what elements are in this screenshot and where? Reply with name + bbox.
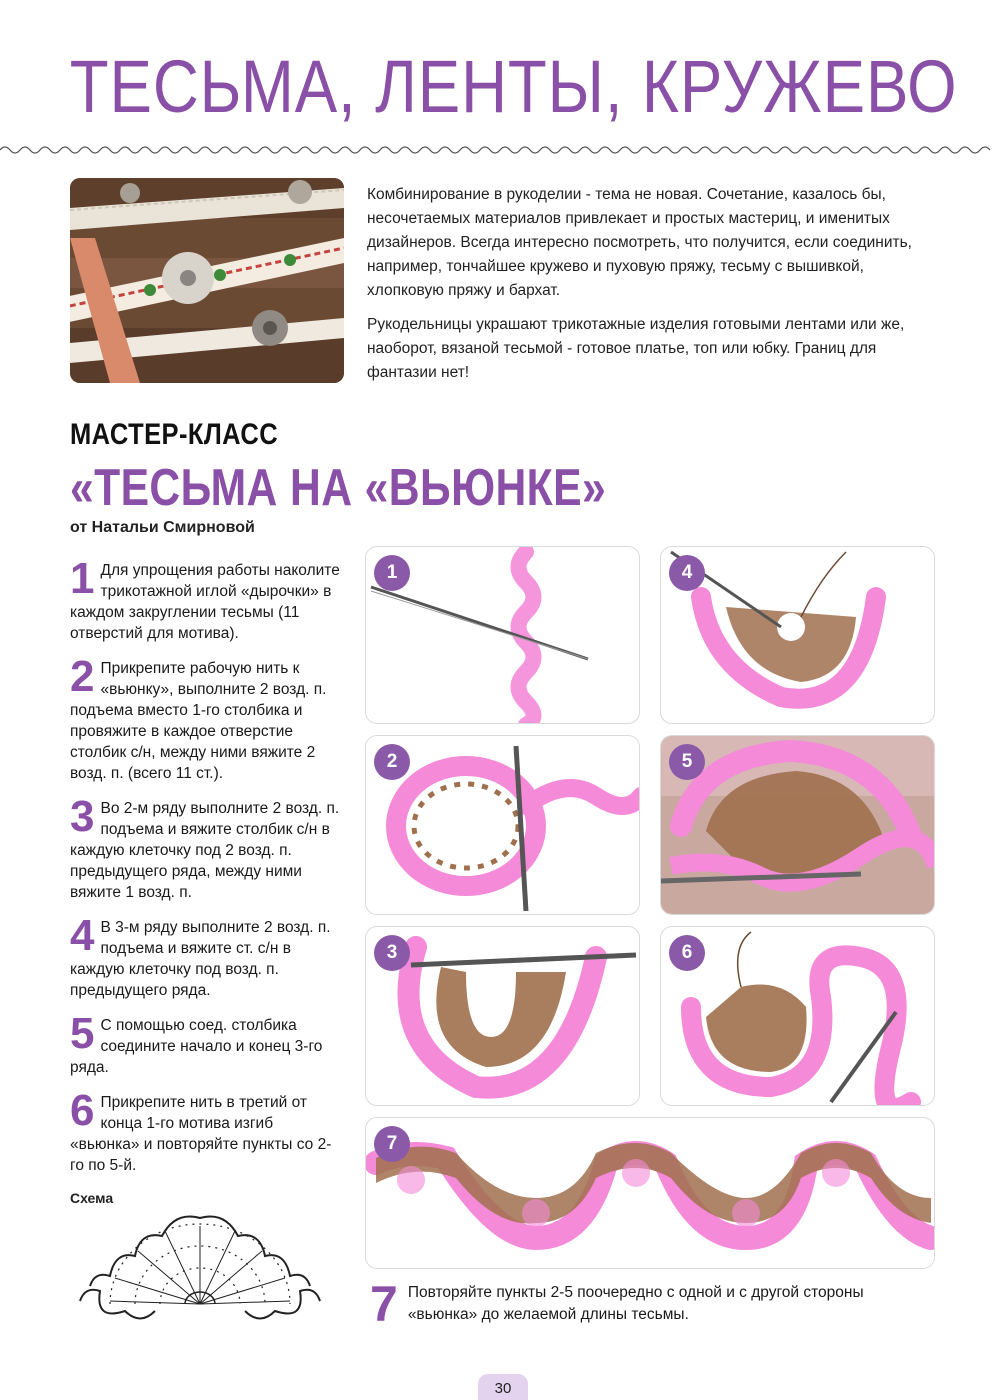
step-badge: 6: [669, 935, 705, 971]
step-item: [70, 1086, 345, 1176]
step-photo-4: [660, 546, 935, 724]
step-badge: 7: [374, 1126, 410, 1162]
intro-photo-lace-ribbons: [70, 178, 344, 383]
step-number: 2: [70, 652, 95, 701]
schema-label: Схема: [70, 1190, 114, 1206]
step-badge: 3: [374, 935, 410, 971]
wavy-divider: [0, 140, 997, 160]
step-item: [70, 1009, 345, 1078]
intro-paragraph: Рукодельницы украшают трикотажные изделия готовыми лентами или же, наоборот, вязаной тесьмой - готовое платье, топ или юбку. Границ для фантазии нет!: [367, 316, 905, 381]
step-number: 5: [70, 1009, 95, 1058]
page-title: ТЕСЬМА, ЛЕНТЫ, КРУЖЕВО: [69, 45, 958, 128]
step-photo-7: [365, 1117, 935, 1269]
step-number: 6: [70, 1086, 95, 1135]
intro-paragraph: Комбинирование в рукоделии - тема не новая. Сочетание, казалось бы, несочетаемых материалов привлекает и простых мастериц, и именитых дизайнеров. Всегда интересно посмотреть, что получится, если соединить, например, тончайшее кружево и пуховую пряжу, тесьму с вышивкой, хлопковую пряжу и бархат.: [367, 186, 912, 299]
step-number: 4: [70, 911, 95, 960]
step-text: С помощью соед. столбика соедините начало и конец 3-го ряда.: [70, 1017, 323, 1076]
step-photo-3: [365, 926, 640, 1106]
masterclass-title: «ТЕСЬМА НА «ВЬЮНКЕ»: [70, 459, 607, 517]
step-badge: 5: [669, 744, 705, 780]
step-item: [70, 554, 345, 644]
step-photo-5: [660, 735, 935, 915]
step-text: Повторяйте пункты 2-5 поочередно с одной и с другой стороны «вьюнка» до желаемой длины тесьмы.: [407, 1284, 864, 1323]
intro-text: [367, 183, 937, 395]
step-photo-6: [660, 926, 935, 1106]
step-text: Прикрепите рабочую нить к «вьюнку», выполните 2 возд. п. подъема вместо 1-го столбика и провяжите в каждое отверстие столбик с/н, между ними вяжите 2 возд. п. (всего 11 ст.).: [70, 660, 327, 782]
step-photo-2: [365, 735, 640, 915]
step-text: В 3-м ряду выполните 2 возд. п. подъема и вяжите ст. с/н в каждую клеточку под возд. п. предыдущего ряда.: [70, 919, 331, 999]
masterclass-label: МАСТЕР-КЛАСС: [70, 418, 279, 451]
page-number: 30: [478, 1374, 528, 1400]
step-badge: 4: [669, 555, 705, 591]
masterclass-author: от Натальи Смирновой: [70, 519, 255, 536]
step-number: 7: [370, 1276, 398, 1332]
step-number: 3: [70, 792, 95, 841]
step-item: [70, 792, 345, 903]
step-photo-1: [365, 546, 640, 724]
step-badge: 2: [374, 744, 410, 780]
steps-list: [70, 554, 345, 1190]
step-text: Прикрепите нить в третий от конца 1-го мотива изгиб «вьюнка» и повторяйте пункты со 2-го по 5-й.: [70, 1094, 332, 1174]
step-badge: 1: [374, 555, 410, 591]
step-item-7: [370, 1276, 930, 1332]
step-number: 1: [70, 554, 95, 603]
step-text: Во 2-м ряду выполните 2 возд. п. подъема и вяжите столбик с/н в каждую клеточку под 2 возд. п. предыдущего ряда, между ними вяжите 1 возд. п.: [70, 800, 340, 901]
step-item: [70, 652, 345, 784]
step-text: Для упрощения работы наколите трикотажной иглой «дырочки» в каждом закруглении тесьмы (11 отверстий для мотива).: [70, 562, 340, 642]
crochet-schema-diagram: [70, 1186, 330, 1336]
step-item: [70, 911, 345, 1001]
